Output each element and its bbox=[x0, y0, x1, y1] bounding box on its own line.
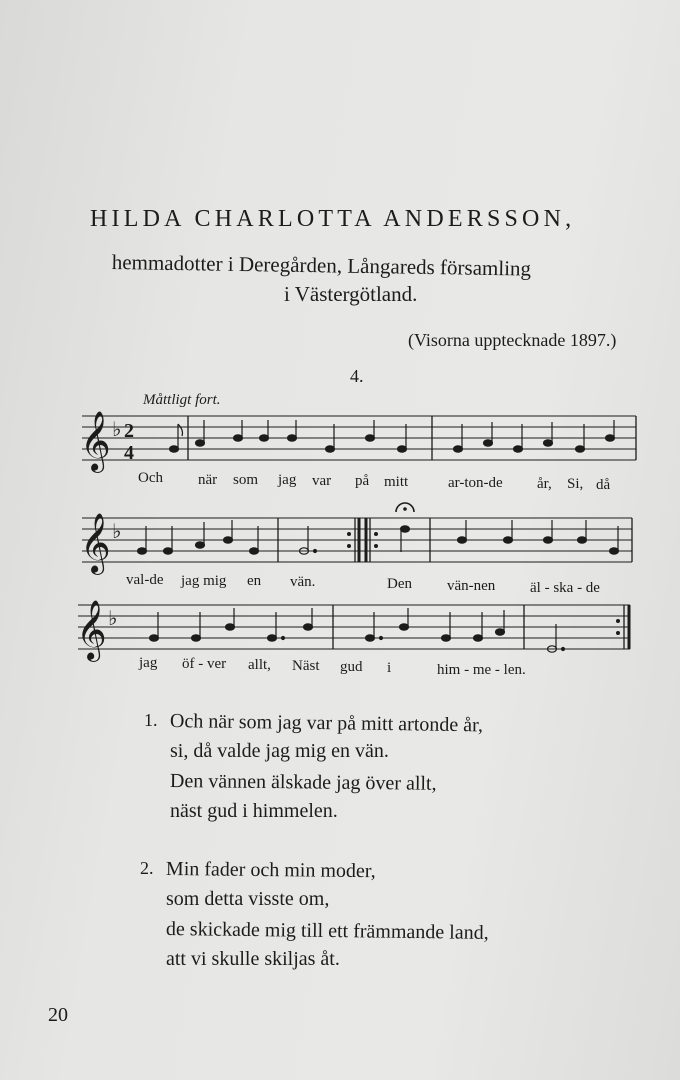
lyric-2-1: val-de bbox=[126, 572, 164, 588]
notes-staff-3 bbox=[150, 608, 565, 652]
lyric-1-6: på bbox=[355, 473, 370, 489]
lyric-3-2: öf - ver bbox=[182, 656, 227, 672]
lyric-3-6: i bbox=[387, 660, 392, 676]
treble-clef-icon: 𝄞 bbox=[80, 411, 111, 471]
lyric-3-7: him - me - len. bbox=[437, 662, 526, 678]
lyric-2-7: äl - ska - de bbox=[530, 580, 600, 596]
lyric-1-9: år, bbox=[537, 476, 552, 492]
lyric-3-3: allt, bbox=[248, 657, 271, 673]
verse-1-line-1: Och när som jag var på mitt artonde år, bbox=[169, 710, 484, 737]
lyric-2-5: Den bbox=[387, 576, 412, 592]
treble-clef-icon: 𝄞 bbox=[80, 513, 111, 573]
time-signature-bottom: 4 bbox=[124, 442, 134, 464]
lyric-2-4: vän. bbox=[290, 574, 316, 590]
flat-sign-icon: ♭ bbox=[112, 519, 122, 543]
lyric-1-3: som bbox=[233, 472, 259, 488]
tempo-marking: Måttligt fort. bbox=[143, 392, 221, 408]
verse-2 bbox=[166, 854, 489, 974]
lyric-2-6: vän-nen bbox=[447, 578, 496, 594]
lyric-3-1: jag bbox=[139, 655, 158, 671]
verse-1 bbox=[170, 706, 483, 826]
sheet-music bbox=[0, 400, 680, 700]
lyric-1-11: då bbox=[596, 477, 611, 493]
lyric-3-4: Näst bbox=[292, 658, 320, 674]
song-number: 4. bbox=[350, 366, 364, 386]
singer-description-line-2: i Västergötland. bbox=[284, 282, 418, 306]
notes-staff-1 bbox=[170, 420, 615, 452]
verse-2-line-4: att vi skulle skiljas åt. bbox=[166, 948, 340, 970]
singer-name: HILDA CHARLOTTA ANDERSSON, bbox=[90, 206, 576, 232]
verse-number-2: 2. bbox=[140, 858, 154, 878]
lyric-1-8: ar-ton-de bbox=[448, 475, 503, 491]
verse-1-line-2: si, då valde jag mig en vän. bbox=[170, 740, 389, 762]
notes-staff-2 bbox=[138, 520, 619, 554]
lyric-3-5: gud bbox=[340, 659, 363, 675]
flat-sign-icon: ♭ bbox=[112, 417, 122, 441]
lyric-1-7: mitt bbox=[384, 474, 409, 490]
staff-3 bbox=[78, 605, 630, 649]
lyric-1-5: var bbox=[312, 473, 332, 489]
lyric-1-2: när bbox=[198, 472, 218, 488]
lyric-1-1: Och bbox=[138, 470, 163, 486]
lyric-2-3: en bbox=[247, 573, 262, 589]
fermata-dot bbox=[403, 507, 407, 511]
verse-1-line-3: Den vännen älskade jag över allt, bbox=[169, 770, 437, 795]
verse-2-line-1: Min fader och min moder, bbox=[165, 858, 376, 883]
lyric-2-2: jag mig bbox=[181, 573, 227, 589]
verse-2-line-2: som detta visste om, bbox=[166, 888, 330, 910]
singer-description-line-1: hemmadotter i Deregården, Långareds församling bbox=[111, 250, 532, 281]
lyric-1-4: jag bbox=[278, 472, 297, 488]
treble-clef-icon: 𝄞 bbox=[76, 600, 107, 660]
flat-sign-icon: ♭ bbox=[108, 606, 118, 630]
lyric-1-10: Si, bbox=[567, 476, 584, 492]
verse-number-1: 1. bbox=[144, 710, 158, 730]
page-number: 20 bbox=[48, 1004, 68, 1026]
time-signature-top: 2 bbox=[124, 420, 134, 442]
recording-note: (Visorna upptecknade 1897.) bbox=[408, 330, 617, 350]
verse-1-line-4: näst gud i himmelen. bbox=[170, 800, 338, 822]
verse-2-line-3: de skickade mig till ett främmande land, bbox=[165, 918, 489, 944]
staff-1 bbox=[82, 416, 636, 460]
